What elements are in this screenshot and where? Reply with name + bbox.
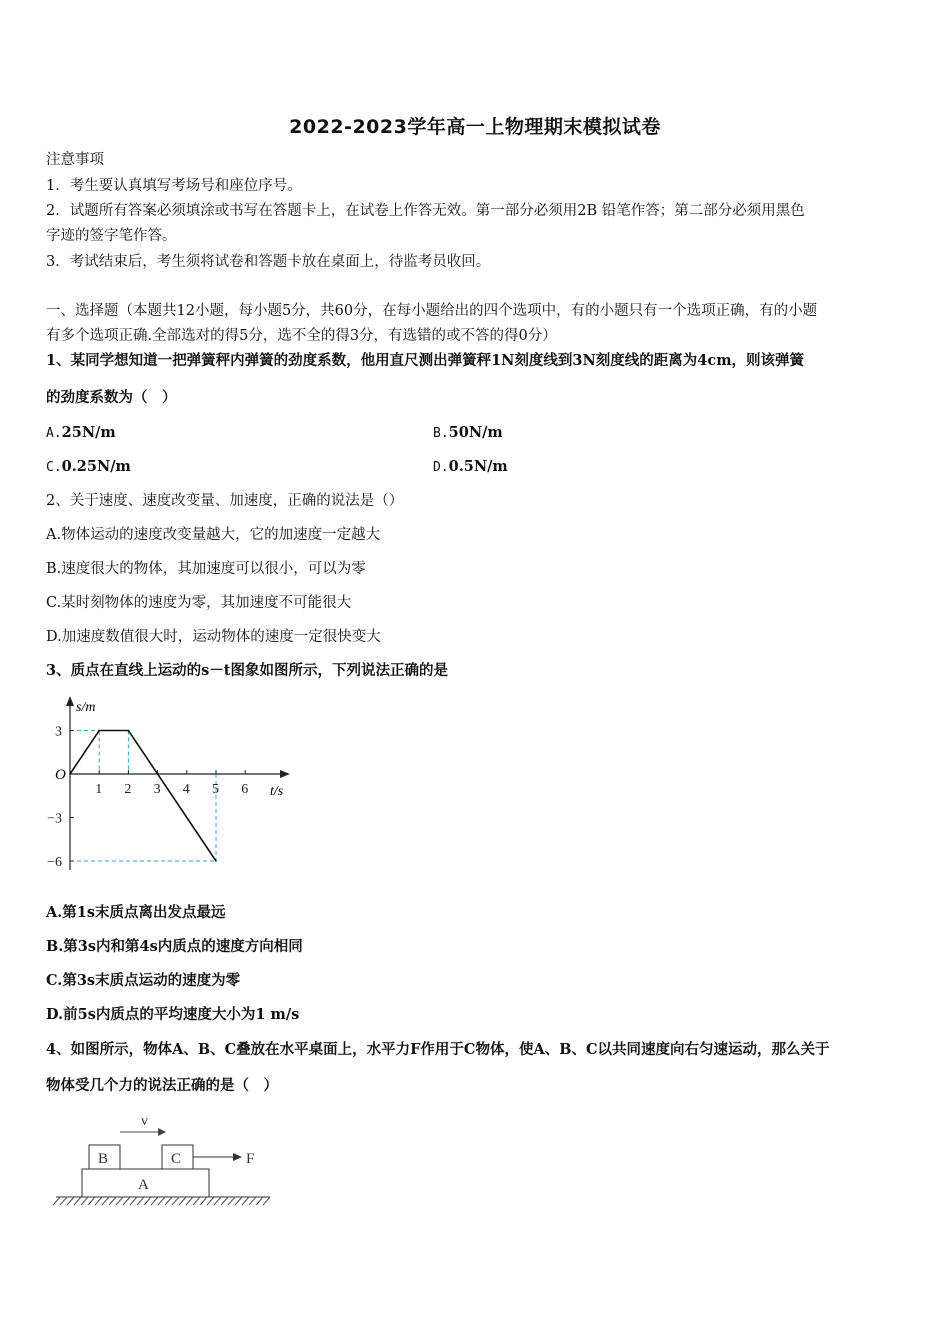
block-c-label: C (171, 1151, 182, 1167)
question-3-option: A.第1s末质点离出发点最远 (46, 904, 226, 921)
block-a-label: A (138, 1177, 149, 1193)
velocity-label: v (141, 1114, 148, 1129)
hatch-line (67, 1197, 74, 1205)
hatch-line (116, 1197, 123, 1205)
st-graph (40, 692, 300, 878)
hatch-line (123, 1197, 130, 1205)
table-hatching (53, 1197, 270, 1205)
block-b-label: B (98, 1151, 109, 1167)
hatch-line (165, 1197, 172, 1205)
hatch-line (95, 1197, 102, 1205)
hatch-line (193, 1197, 200, 1205)
hatch-line (221, 1197, 228, 1205)
hatch-line (235, 1197, 242, 1205)
x-tick-label: 5 (212, 782, 219, 797)
hatch-line (81, 1197, 88, 1205)
hatch-line (102, 1197, 109, 1205)
question-1-option-b: B.50N/m (433, 424, 503, 441)
data-point (69, 773, 71, 775)
hatch-line (53, 1197, 60, 1205)
x-tick-label: 3 (153, 782, 161, 797)
question-3-option: C.第3s末质点运动的速度为零 (46, 972, 241, 989)
y-tick-label: 3 (55, 724, 62, 740)
st-line (70, 731, 216, 862)
question-3-option: D.前5s内质点的平均速度大小为1 m/s (46, 1006, 300, 1023)
hatch-line (109, 1197, 116, 1205)
y-axis-label: s/m (76, 700, 96, 715)
question-1-stem: 的劲度系数为（ ） (46, 389, 177, 406)
notice-item: 1．考生要认真填写考场号和座位序号。 (46, 178, 302, 194)
x-axis-label: t/s (270, 784, 284, 799)
hatch-line (151, 1197, 158, 1205)
velocity-arrowhead (158, 1128, 166, 1136)
x-tick-label: 6 (241, 782, 249, 797)
force-label: F (246, 1151, 255, 1167)
question-2-option: A.物体运动的速度改变量越大，它的加速度一定越大 (46, 527, 381, 543)
origin-label: O (55, 767, 66, 783)
x-tick-label: 4 (182, 782, 190, 797)
hatch-line (249, 1197, 256, 1205)
notice-heading: 注意事项 (46, 152, 104, 168)
section-heading: 有多个选项正确.全部选对的得5分，选不全的得3分，有选错的或不答的得0分） (46, 328, 557, 344)
hatch-line (158, 1197, 165, 1205)
hatch-line (88, 1197, 95, 1205)
notice-item: 字迹的签字笔作答。 (46, 228, 177, 244)
data-point (98, 730, 100, 732)
hatch-line (186, 1197, 193, 1205)
question-2-option: D.加速度数值很大时，运动物体的速度一定很快变大 (46, 629, 381, 645)
hatch-line (200, 1197, 207, 1205)
hatch-line (74, 1197, 81, 1205)
x-tick-label: 2 (124, 782, 132, 797)
x-axis-arrowhead (280, 770, 290, 778)
question-4-stem: 4、如图所示，物体A、B、C叠放在水平桌面上，水平力F作用于C物体，使A、B、C以共同速度向右匀速运动，那么关于 (46, 1041, 830, 1058)
question-3-option: B.第3s内和第4s内质点的速度方向相同 (46, 938, 303, 955)
question-2-option: B.速度很大的物体，其加速度可以很小，可以为零 (46, 561, 366, 577)
y-tick-label: −6 (47, 855, 62, 870)
page-title: 2022-2023学年高一上物理期末模拟试卷 (289, 116, 661, 138)
blocks-figure (50, 1108, 275, 1220)
hatch-line (228, 1197, 235, 1205)
notice-item: 3．考试结束后，考生须将试卷和答题卡放在桌面上，待监考员收回。 (46, 254, 491, 270)
force-arrowhead (233, 1153, 242, 1161)
hatch-line (179, 1197, 186, 1205)
hatch-line (137, 1197, 144, 1205)
hatch-line (214, 1197, 221, 1205)
notice-item: 2．试题所有答案必须填涂或书写在答题卡上，在试卷上作答无效。第一部分必须用2B 铅笔作答；第二部分必须用黑色 (46, 203, 805, 219)
question-4-stem: 物体受几个力的说法正确的是（ ） (46, 1077, 278, 1094)
hatch-line (256, 1197, 263, 1205)
data-point (128, 730, 130, 732)
question-1-option-d: D.0.5N/m (433, 458, 508, 475)
question-2-stem: 2、关于速度、速度改变量、加速度，正确的说法是（） (46, 493, 404, 509)
hatch-line (263, 1197, 270, 1205)
hatch-line (207, 1197, 214, 1205)
y-axis-arrowhead (66, 696, 74, 706)
y-tick-label: −3 (47, 811, 62, 827)
hatch-line (60, 1197, 67, 1205)
question-1-option-a: A.25N/m (46, 424, 116, 441)
hatch-line (242, 1197, 249, 1205)
hatch-line (172, 1197, 179, 1205)
question-2-option: C.某时刻物体的速度为零，其加速度不可能很大 (46, 595, 352, 611)
section-heading: 一、选择题（本题共12小题，每小题5分，共60分，在每小题给出的四个选项中，有的小题只有一个选项正确，有的小题 (46, 303, 818, 319)
data-point (215, 860, 217, 862)
question-1-option-c: C.0.25N/m (46, 458, 131, 475)
hatch-line (130, 1197, 137, 1205)
question-3-stem: 3、质点在直线上运动的s－t图象如图所示，下列说法正确的是 (46, 662, 448, 679)
x-tick-label: 1 (95, 782, 103, 797)
question-1-stem: 1、某同学想知道一把弹簧秤内弹簧的劲度系数，他用直尺测出弹簧秤1N刻度线到3N刻度线的距离为4cm，则该弹簧 (46, 352, 805, 369)
hatch-line (144, 1197, 151, 1205)
